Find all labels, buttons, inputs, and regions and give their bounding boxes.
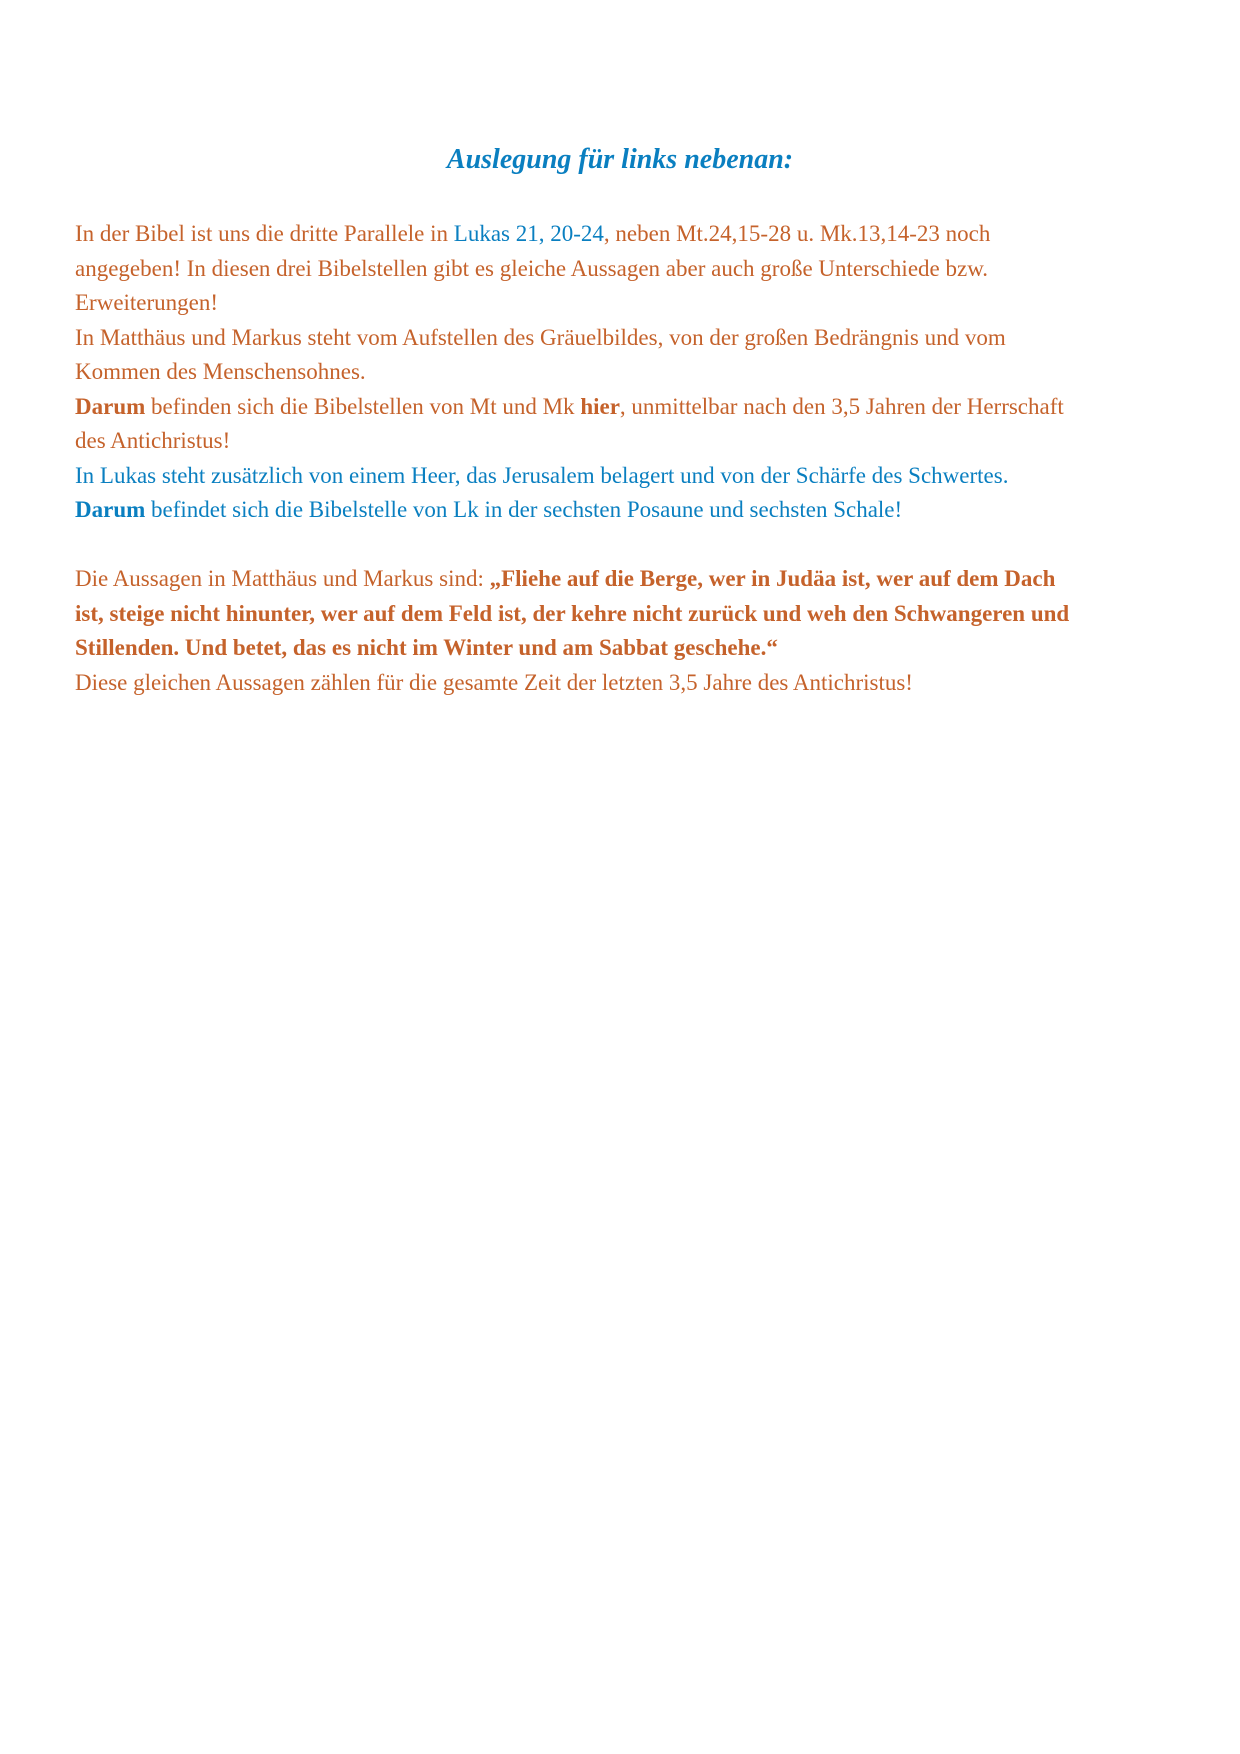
text-segment: , unmittelbar nach den 3,5 Jahren der Herrschaft xyxy=(619,393,1064,419)
page-title: Auslegung für links nebenan: xyxy=(446,144,794,175)
paragraph-1-line-6 xyxy=(75,390,1175,425)
paragraph-1-line-2: angegeben! In diesen drei Bibelstellen gibt es gleiche Aussagen aber auch große Unterschiede bzw. xyxy=(75,255,989,281)
paragraph-2-line-2: ist, steige nicht hinunter, wer auf dem Feld ist, der kehre nicht zurück und weh den Schwangeren und xyxy=(75,600,1070,626)
paragraph-1-line-9 xyxy=(75,493,1175,528)
paragraph-1-line-5: Kommen des Menschensohnes. xyxy=(75,359,366,384)
paragraph-1-line-4: In Matthäus und Markus steht vom Aufstellen des Gräuelbildes, von der großen Bedrängnis und vom xyxy=(75,324,1006,350)
paragraph-1-line-1 xyxy=(75,217,1175,252)
paragraph-spacer xyxy=(75,528,1175,563)
text-segment: Die Aussagen in Matthäus und Markus sind: xyxy=(75,566,490,591)
emphasis-darum: Darum xyxy=(75,497,146,522)
paragraph-1-line-7: des Antichristus! xyxy=(75,428,231,453)
text-segment: , neben Mt.24,15-28 u. Mk.13,14-23 noch xyxy=(603,221,991,246)
emphasis-hier: hier xyxy=(580,393,620,419)
paragraph-2-line-3: Stillenden. Und betet, das es nicht im Winter und am Sabbat geschehe.“ xyxy=(75,635,778,660)
quote-text: „Fliehe auf die Berge, wer in Judäa ist, wer auf dem Dach xyxy=(489,566,1056,591)
text-segment: befindet sich die Bibelstelle von Lk in der sechsten Posaune und sechsten Schale! xyxy=(145,497,903,522)
bible-reference-lukas: Lukas 21, 20-24 xyxy=(453,221,604,246)
paragraph-2-line-1 xyxy=(75,562,1175,597)
emphasis-darum: Darum xyxy=(75,393,146,419)
paragraph-1-line-3: Erweiterungen! xyxy=(75,290,219,315)
paragraph-2-line-4: Diese gleichen Aussagen zählen für die gesamte Zeit der letzten 3,5 Jahre des Antichristus! xyxy=(75,669,913,695)
document-body xyxy=(75,217,1175,700)
text-segment: In der Bibel ist uns die dritte Parallele in xyxy=(75,221,454,246)
text-segment: befinden sich die Bibelstellen von Mt und Mk xyxy=(145,393,581,419)
paragraph-1-line-8: In Lukas steht zusätzlich von einem Heer, das Jerusalem belagert und von der Schärfe des Schwertes. xyxy=(75,462,1009,488)
